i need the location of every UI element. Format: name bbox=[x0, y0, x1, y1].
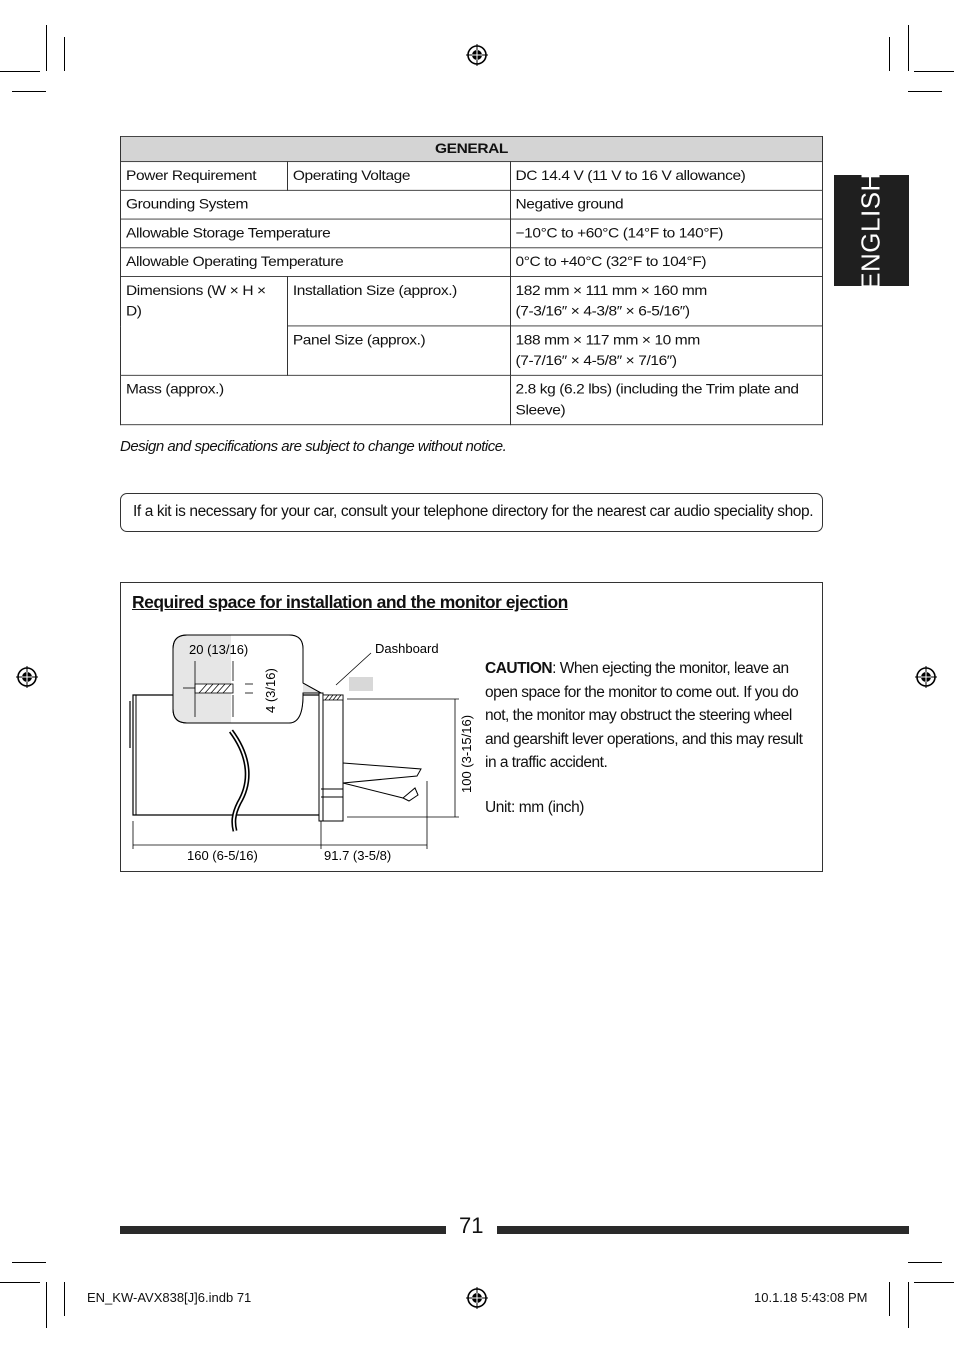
install-size-inch: (7-3/16″ × 4-3/8″ × 6-5/16″) bbox=[515, 303, 690, 320]
label-height: 100 (3-15/16) bbox=[459, 714, 474, 793]
panel-size-inch: (7-7/16″ × 4-5/8″ × 7/16″) bbox=[515, 353, 677, 369]
table-row bbox=[121, 190, 823, 219]
install-size-label: Installation Size (approx.) bbox=[287, 277, 510, 326]
caution-text bbox=[485, 657, 815, 775]
footer-timestamp: 10.1.18 5:43:08 PM bbox=[754, 1290, 868, 1305]
required-space-title: Required space for installation and the monitor ejection bbox=[132, 592, 568, 612]
mass-value: 2.8 kg (6.2 lbs) (including the Trim plate and Sleeve) bbox=[510, 375, 823, 424]
dashboard-shape bbox=[349, 677, 373, 691]
registration-mark-icon bbox=[466, 1287, 488, 1309]
label-depth: 160 (6-5/16) bbox=[187, 848, 258, 863]
dimensions-label: Dimensions (W × H × D) bbox=[121, 277, 288, 376]
spec-table bbox=[120, 136, 823, 425]
table-row bbox=[121, 219, 823, 248]
install-size-mm: 182 mm × 111 mm × 160 mm bbox=[515, 283, 707, 299]
storage-temp-label: Allowable Storage Temperature bbox=[121, 219, 511, 248]
panel-size-value bbox=[510, 326, 823, 375]
storage-temp-value: −10°C to +60°C (14°F to 140°F) bbox=[510, 219, 823, 248]
required-space-box bbox=[120, 582, 823, 872]
registration-mark-icon bbox=[466, 44, 488, 66]
kit-notice-text: If a kit is necessary for your car, consult your telephone directory for the nearest car audio speciality shop. bbox=[133, 503, 814, 520]
registration-mark-icon bbox=[16, 666, 38, 688]
footer-file: EN_KW-AVX838[J]6.indb 71 bbox=[87, 1290, 252, 1305]
operating-temp-label: Allowable Operating Temperature bbox=[121, 248, 511, 277]
table-row bbox=[121, 277, 823, 326]
power-sub-label: Operating Voltage bbox=[287, 162, 510, 191]
mass-label: Mass (approx.) bbox=[121, 375, 511, 424]
caution-body: : When ejecting the monitor, leave an open space for the monitor to come out. If you do not, the monitor may obstruct the steering wheel and gearshift lever operations, and this may result in a traffic accident. bbox=[485, 660, 803, 771]
page-bar-right bbox=[497, 1226, 909, 1234]
label-top-height: 4 (3/16) bbox=[263, 668, 278, 713]
label-front: 91.7 (3-5/8) bbox=[324, 848, 392, 863]
kit-notice-box bbox=[120, 493, 823, 532]
table-row bbox=[121, 248, 823, 277]
panel-size-label: Panel Size (approx.) bbox=[287, 326, 510, 375]
table-row bbox=[121, 375, 823, 424]
table-row bbox=[121, 162, 823, 191]
operating-temp-value: 0°C to +40°C (32°F to 104°F) bbox=[510, 248, 823, 277]
language-tab bbox=[834, 172, 909, 290]
grounding-label: Grounding System bbox=[121, 190, 511, 219]
language-tab-label: ENGLISH bbox=[855, 172, 886, 290]
power-value: DC 14.4 V (11 V to 16 V allowance) bbox=[510, 162, 823, 191]
panel-size-mm: 188 mm × 117 mm × 10 mm bbox=[515, 332, 700, 348]
page-number: 71 bbox=[459, 1213, 484, 1238]
install-size-value bbox=[510, 277, 823, 326]
label-dashboard: Dashboard bbox=[375, 641, 439, 656]
page-bar-left bbox=[120, 1226, 446, 1234]
unit-note: Unit: mm (inch) bbox=[485, 799, 585, 816]
caution-label: CAUTION bbox=[485, 660, 553, 677]
grounding-value: Negative ground bbox=[510, 190, 823, 219]
spec-table-header: GENERAL bbox=[121, 136, 823, 161]
power-label: Power Requirement bbox=[121, 162, 288, 191]
spec-note: Design and specifications are subject to change without notice. bbox=[120, 438, 507, 455]
label-top-width: 20 (13/16) bbox=[189, 642, 249, 657]
installation-diagram bbox=[121, 583, 481, 871]
registration-mark-icon bbox=[915, 666, 937, 688]
